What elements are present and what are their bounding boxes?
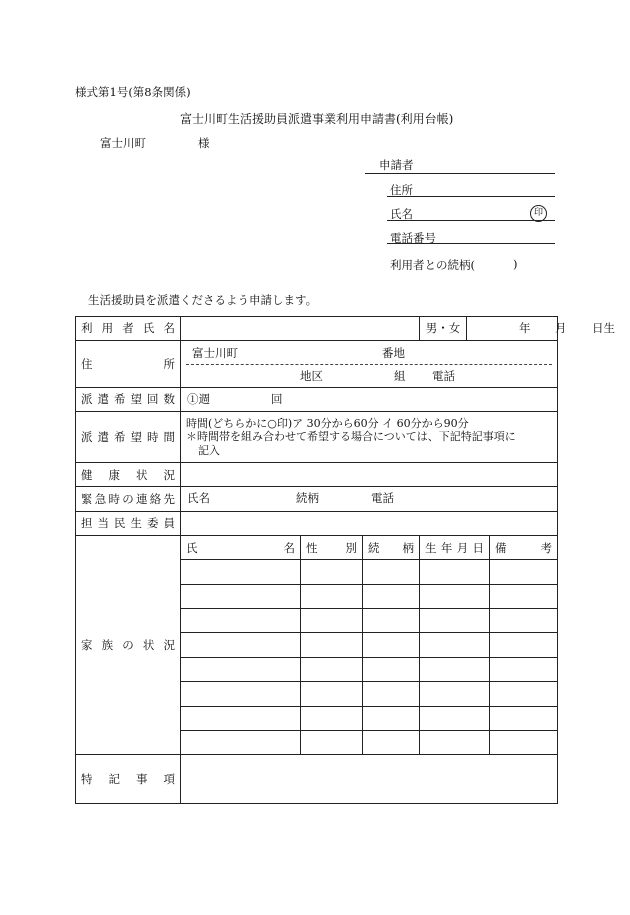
- frequency-label: 派遣希望回数: [76, 388, 181, 412]
- row-emergency: [76, 487, 558, 511]
- family-cell-relation[interactable]: [363, 730, 420, 754]
- family-cell-gender[interactable]: [301, 633, 363, 657]
- family-cell-gender[interactable]: [301, 682, 363, 706]
- family-cell-name[interactable]: [181, 730, 301, 754]
- row-frequency: [76, 388, 558, 412]
- family-cell-relation[interactable]: [363, 609, 420, 633]
- family-cell-remarks[interactable]: [490, 706, 558, 730]
- family-cell-relation[interactable]: [363, 560, 420, 584]
- family-cell-relation[interactable]: [363, 706, 420, 730]
- family-cell-remarks[interactable]: [490, 560, 558, 584]
- family-cell-name[interactable]: [181, 633, 301, 657]
- row-notes: [76, 755, 558, 804]
- family-cell-name[interactable]: [181, 560, 301, 584]
- row-welfare-commissioner: [76, 511, 558, 535]
- birth-day-label: 日生: [592, 321, 616, 335]
- birth-month-label: 月: [555, 321, 567, 335]
- family-cell-name[interactable]: [181, 706, 301, 730]
- family-cell-gender[interactable]: [301, 706, 363, 730]
- frequency-unit: 回: [271, 392, 283, 406]
- seal-mark: 印: [530, 205, 547, 222]
- family-cell-birthdate[interactable]: [420, 609, 490, 633]
- request-text: 生活援助員を派遣くださるよう申請します。: [88, 293, 318, 307]
- address-kumi: 組: [394, 368, 406, 383]
- row-time: [76, 412, 558, 463]
- applicant-phone-field[interactable]: [387, 243, 555, 244]
- form-number: 様式第1号(第8条関係): [75, 85, 191, 99]
- time-field[interactable]: [181, 412, 558, 463]
- family-cell-relation[interactable]: [363, 584, 420, 608]
- applicant-heading: 申請者: [379, 158, 414, 172]
- address-phone: 電話: [432, 368, 455, 383]
- health-field[interactable]: [181, 463, 558, 487]
- time-line-3: 記入: [198, 444, 220, 458]
- applicant-phone-label: 電話番号: [390, 231, 436, 245]
- family-cell-remarks[interactable]: [490, 633, 558, 657]
- emergency-field[interactable]: [181, 487, 558, 511]
- time-line-1: 時間(どちらかに○印)ア 30分から60分 イ 60分から90分: [186, 416, 469, 430]
- address-banchi: 番地: [382, 345, 405, 360]
- family-cell-relation[interactable]: [363, 682, 420, 706]
- applicant-name-label: 氏名: [390, 207, 413, 221]
- family-cell-birthdate[interactable]: [420, 682, 490, 706]
- emergency-relation: 続柄: [296, 491, 319, 506]
- family-header-row: [76, 536, 558, 560]
- user-name-label: 利用者氏名: [76, 317, 181, 341]
- family-cell-remarks[interactable]: [490, 682, 558, 706]
- frequency-prefix: ①週: [187, 392, 210, 406]
- family-cell-birthdate[interactable]: [420, 633, 490, 657]
- applicant-address-field[interactable]: [387, 196, 555, 197]
- row-health: [76, 463, 558, 487]
- applicant-relation-label: 利用者との続柄(: [390, 258, 475, 272]
- health-label: 健康状況: [76, 463, 181, 487]
- family-header-remarks: 備考: [490, 536, 558, 560]
- family-cell-remarks[interactable]: [490, 609, 558, 633]
- applicant-relation-close: ): [513, 257, 518, 271]
- family-cell-name[interactable]: [181, 584, 301, 608]
- row-address: [76, 341, 558, 388]
- family-header-name: 氏名: [181, 536, 301, 560]
- family-cell-gender[interactable]: [301, 560, 363, 584]
- family-cell-birthdate[interactable]: [420, 584, 490, 608]
- frequency-field[interactable]: [181, 388, 558, 412]
- family-label: 家族の状況: [76, 536, 181, 755]
- family-cell-name[interactable]: [181, 609, 301, 633]
- family-cell-remarks[interactable]: [490, 584, 558, 608]
- family-cell-birthdate[interactable]: [420, 657, 490, 681]
- application-table: [75, 316, 616, 804]
- birthdate-field[interactable]: [467, 317, 616, 341]
- family-cell-gender[interactable]: [301, 730, 363, 754]
- applicant-heading-line: [365, 173, 555, 174]
- addressee-town: 富士川町: [100, 136, 146, 150]
- page-title: 富士川町生活援助員派遣事業利用申請書(利用台帳): [180, 112, 454, 126]
- family-cell-remarks[interactable]: [490, 657, 558, 681]
- emergency-label: 緊急時の連絡先: [76, 487, 181, 511]
- family-header-gender: 性別: [301, 536, 363, 560]
- applicant-address-label: 住所: [390, 183, 413, 197]
- notes-label: 特記事項: [76, 755, 181, 804]
- family-cell-birthdate[interactable]: [420, 560, 490, 584]
- time-line-2: ＊時間帯を組み合わせて希望する場合については、下記特記事項に: [186, 430, 516, 444]
- time-label: 派遣希望時間: [76, 412, 181, 463]
- user-name-field[interactable]: [181, 317, 420, 341]
- address-district: 地区: [300, 368, 323, 383]
- family-cell-remarks[interactable]: [490, 730, 558, 754]
- family-cell-name[interactable]: [181, 682, 301, 706]
- gender-select[interactable]: 男・女: [420, 317, 467, 341]
- family-cell-name[interactable]: [181, 657, 301, 681]
- applicant-name-field[interactable]: [387, 220, 555, 221]
- address-label: 住所: [76, 341, 181, 388]
- family-cell-birthdate[interactable]: [420, 706, 490, 730]
- family-header-birthdate: 生年月日: [420, 536, 490, 560]
- welfare-commissioner-label: 担当民生委員: [76, 511, 181, 535]
- address-field[interactable]: [181, 341, 558, 388]
- emergency-phone: 電話: [371, 491, 394, 506]
- family-cell-gender[interactable]: [301, 657, 363, 681]
- family-cell-relation[interactable]: [363, 657, 420, 681]
- family-cell-gender[interactable]: [301, 609, 363, 633]
- family-header-relation: 続柄: [363, 536, 420, 560]
- address-town: 富士川町: [192, 345, 238, 360]
- emergency-name: 氏名: [187, 491, 210, 506]
- birth-year-label: 年: [519, 321, 531, 335]
- addressee-honorific: 様: [198, 136, 210, 150]
- family-cell-birthdate[interactable]: [420, 730, 490, 754]
- family-cell-gender[interactable]: [301, 584, 363, 608]
- family-cell-relation[interactable]: [363, 633, 420, 657]
- notes-field[interactable]: [181, 755, 558, 804]
- welfare-commissioner-field[interactable]: [181, 511, 558, 535]
- row-user-name: [76, 317, 558, 341]
